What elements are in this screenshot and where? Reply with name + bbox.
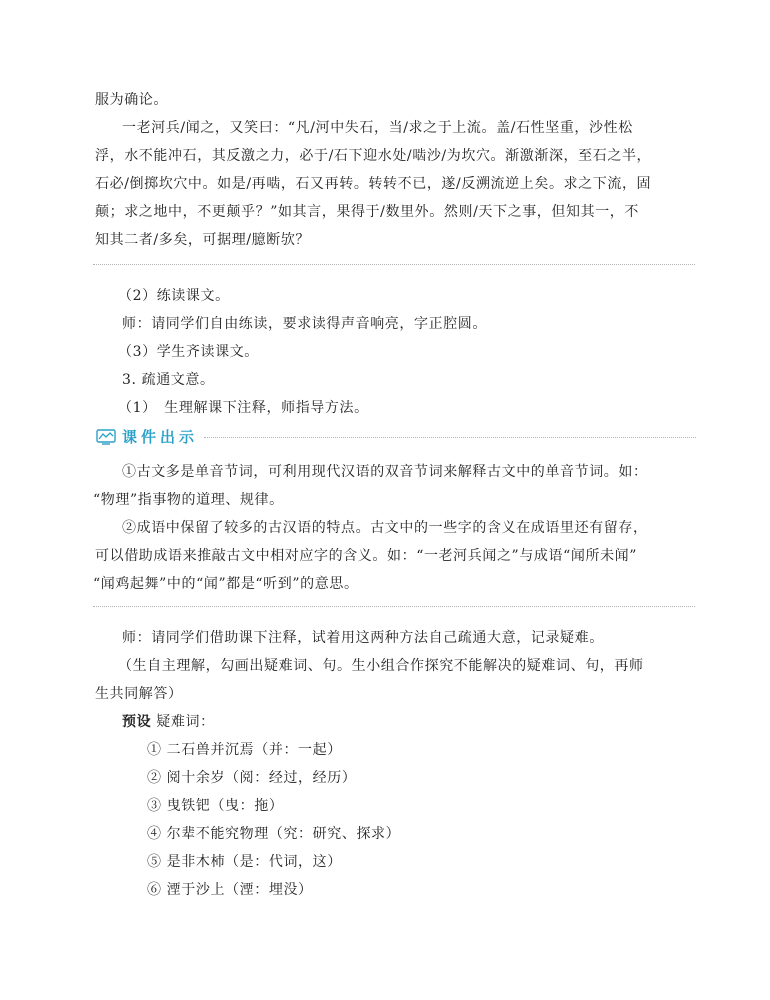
passage-line: 知其二者/多矣，可据理/臆断欤？ [95,232,311,248]
courseware-header-rule [204,437,696,438]
step-clarify-heading: 3. 疏通文意。 [122,372,215,388]
step-group-read: （3）学生齐读课文。 [118,344,259,360]
difficult-word-item: ⑤ 是非木杮（是：代词，这） [147,854,342,870]
section-divider [93,264,695,265]
courseware-line: “闻鸡起舞”中的“闻”都是“听到”的意思。 [93,576,359,592]
courseware-line: ①古文多是单音节词，可利用现代汉语的双音节词来解释古文中的单音节词。如： [122,464,648,480]
passage-line: 颠；求之地中，不更颠乎？”如其言，果得于/数里外。然则/天下之事，但知其一，不 [95,204,639,220]
step-read-practice: （2）练读课文。 [118,288,230,304]
preset-label: 预设 [122,714,152,730]
passage-line: 浮，水不能冲石，其反激之力，必于/石下迎水处/啮沙/为坎穴。渐激渐深，至石之半， [95,148,652,164]
difficult-word-item: ④ 尔辈不能究物理（究：研究、探求） [147,826,401,842]
passage-line: 石必/倒掷坎穴中。如是/再啮，石又再转。转转不已，遂/反溯流逆上矣。求之下流，固 [95,176,652,192]
preset-line [122,712,215,732]
student-activity-cont: 生共同解答） [95,686,183,702]
difficult-word-item: ① 二石兽并沉焉（并：一起） [147,742,342,758]
student-activity: （生自主理解，勾画出疑难词、句。生小组合作探究不能解决的疑难词、句，再师 [118,658,644,674]
passage-line: 一老河兵/闻之，又笑曰：“凡/河中失石，当/求之于上流。盖/石性坚重，沙性松 [122,120,633,136]
courseware-line: 可以借助成语来推敲古文中相对应字的含义。如：“一老河兵闻之”与成语“闻所未闻” [95,548,638,564]
difficult-word-item: ⑥ 湮于沙上（湮：埋没） [147,882,313,898]
step-teacher-instruction: 师：请同学们自由练读，要求读得声音响亮，字正腔圆。 [122,316,487,332]
courseware-icon [96,429,116,445]
courseware-line: “物理”指事物的道理、规律。 [93,492,284,508]
courseware-header [96,426,696,448]
courseware-title: 课件出示 [122,428,199,446]
teacher-instruction: 师：请同学们借助课下注释，试着用这两种方法自己疏通大意，记录疑难。 [122,630,604,646]
passage-line: 服为确论。 [95,92,168,108]
section-divider [93,606,695,607]
difficult-word-item: ② 阅十余岁（阅：经过，经历） [147,770,357,786]
preset-text: 疑难词： [156,714,215,730]
step-notes: （1） 生理解课下注释，师指导方法。 [118,400,369,416]
difficult-word-item: ③ 曳铁钯（曳：拖） [147,798,284,814]
courseware-line: ②成语中保留了较多的古汉语的特点。古文中的一些字的含义在成语里还有留存， [122,520,648,536]
